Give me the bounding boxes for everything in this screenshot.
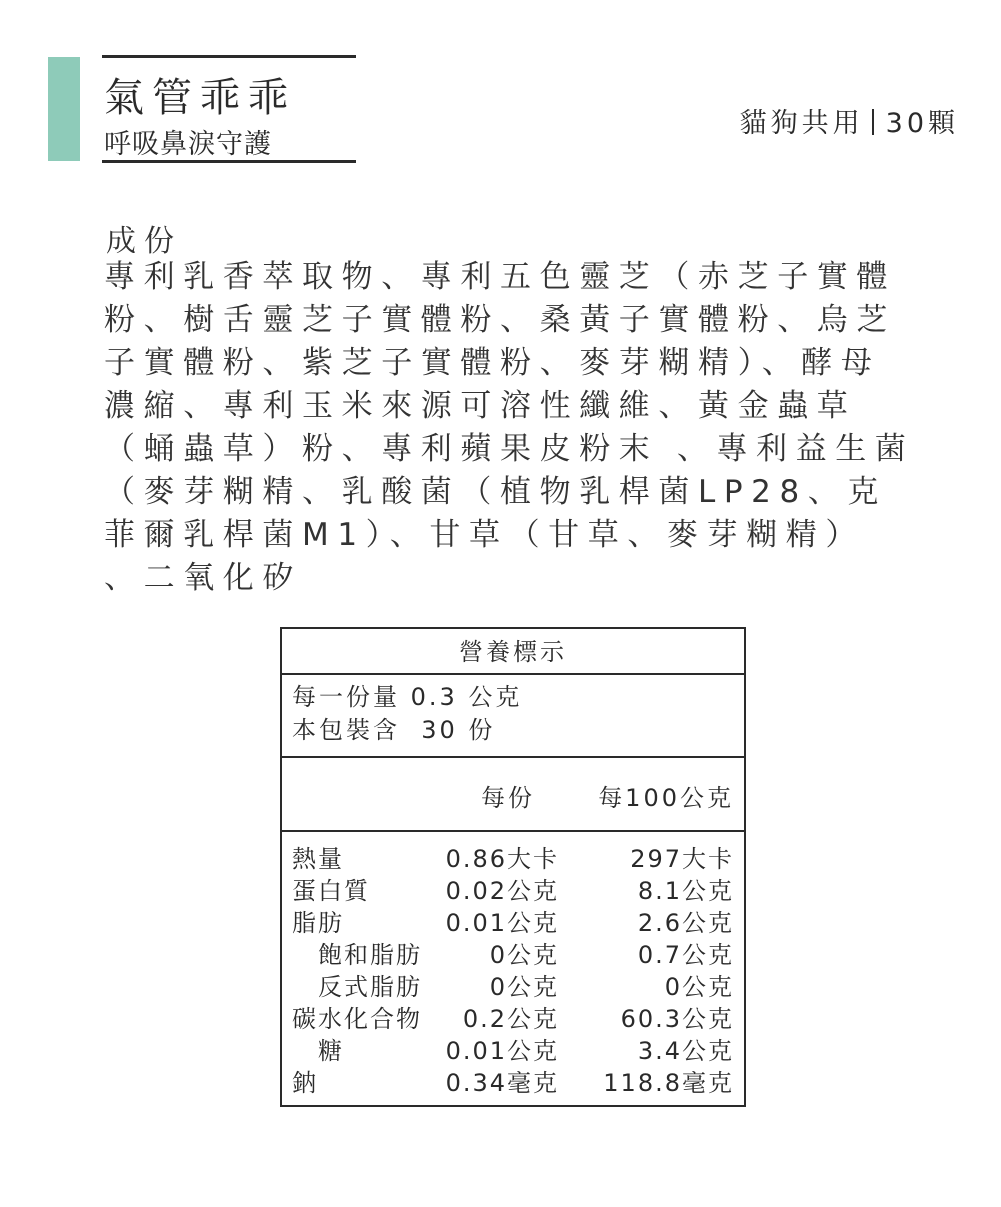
- ingredients-line: （麥芽糊精、乳酸菌（植物乳桿菌LP28、克: [104, 474, 888, 510]
- nutrient-label: 熱量: [292, 845, 344, 873]
- per-100g-value: 0公克: [664, 973, 734, 1001]
- spec-target: 貓狗共用: [739, 108, 864, 139]
- servings-per-pack: 本包裝含 30 份: [292, 716, 496, 744]
- per-serving-value: 0.01公克: [445, 1037, 559, 1065]
- nutrient-label: 蛋白質: [292, 877, 370, 905]
- product-spec: [740, 101, 959, 140]
- nutrient-label: 脂肪: [292, 909, 344, 937]
- product-subtitle: 呼吸鼻淚守護: [104, 129, 272, 160]
- nutrition-row-sugar: [282, 1035, 744, 1067]
- column-header-per-serving: 每份: [481, 784, 535, 812]
- nutrition-table: [280, 627, 746, 1107]
- ingredients-text: [104, 256, 984, 600]
- per-100g-value: 297大卡: [630, 845, 734, 873]
- nutrition-row-saturated-fat: [282, 939, 744, 971]
- per-100g-value: 118.8毫克: [603, 1069, 734, 1097]
- nutrition-row-carbohydrate: [282, 1003, 744, 1035]
- spec-divider: [872, 109, 874, 135]
- divider: [282, 756, 744, 758]
- nutrition-row-protein: [282, 875, 744, 907]
- ingredients-line: 子實體粉、紫芝子實體粉、麥芽糊精）、酵母: [104, 345, 881, 381]
- ingredients-line: （蛹蟲草）粉、專利蘋果皮粉末 、專利益生菌: [104, 431, 915, 467]
- ingredients-line: 菲爾乳桿菌M1）、甘草（甘草、麥芽糊精）: [104, 517, 865, 553]
- ingredients-line: 、二氧化矽: [104, 560, 302, 596]
- serving-size: 每一份量 0.3 公克: [292, 683, 523, 711]
- divider: [282, 830, 744, 832]
- column-header-per-100g: 每100公克: [598, 784, 734, 812]
- per-serving-value: 0.86大卡: [445, 845, 559, 873]
- per-100g-value: 3.4公克: [637, 1037, 734, 1065]
- ingredients-heading: 成份: [106, 224, 182, 259]
- ingredients-line: 專利乳香萃取物、專利五色靈芝（赤芝子實體: [104, 259, 896, 295]
- nutrient-label: 飽和脂肪: [318, 941, 422, 969]
- nutrition-row-fat: [282, 907, 744, 939]
- product-title: 氣管乖乖: [104, 75, 296, 121]
- serving-info: [292, 681, 522, 747]
- ingredients-line: 濃縮、專利玉米來源可溶性纖維、黃金蟲草: [104, 388, 857, 424]
- ingredients-line: 粉、樹舌靈芝子實體粉、桑黃子實體粉、烏芝: [104, 302, 896, 338]
- nutrition-row-sodium: [282, 1067, 744, 1099]
- per-100g-value: 2.6公克: [637, 909, 734, 937]
- nutrition-title: 營養標示: [282, 629, 744, 675]
- title-block: [102, 55, 356, 163]
- nutrition-rows: [282, 843, 744, 1099]
- per-100g-value: 8.1公克: [637, 877, 734, 905]
- per-serving-value: 0.34毫克: [445, 1069, 559, 1097]
- nutrient-label: 鈉: [292, 1069, 318, 1097]
- per-100g-value: 60.3公克: [620, 1005, 734, 1033]
- spec-count: 30顆: [885, 108, 959, 139]
- per-100g-value: 0.7公克: [637, 941, 734, 969]
- nutrition-row-trans-fat: [282, 971, 744, 1003]
- accent-bar: [48, 57, 80, 161]
- nutrient-label: 碳水化合物: [292, 1005, 422, 1033]
- per-serving-value: 0.02公克: [445, 877, 559, 905]
- per-serving-value: 0公克: [489, 973, 559, 1001]
- nutrient-label: 反式脂肪: [318, 973, 422, 1001]
- nutrient-label: 糖: [318, 1037, 344, 1065]
- per-serving-value: 0.01公克: [445, 909, 559, 937]
- nutrition-row-energy: [282, 843, 744, 875]
- per-serving-value: 0.2公克: [462, 1005, 559, 1033]
- per-serving-value: 0公克: [489, 941, 559, 969]
